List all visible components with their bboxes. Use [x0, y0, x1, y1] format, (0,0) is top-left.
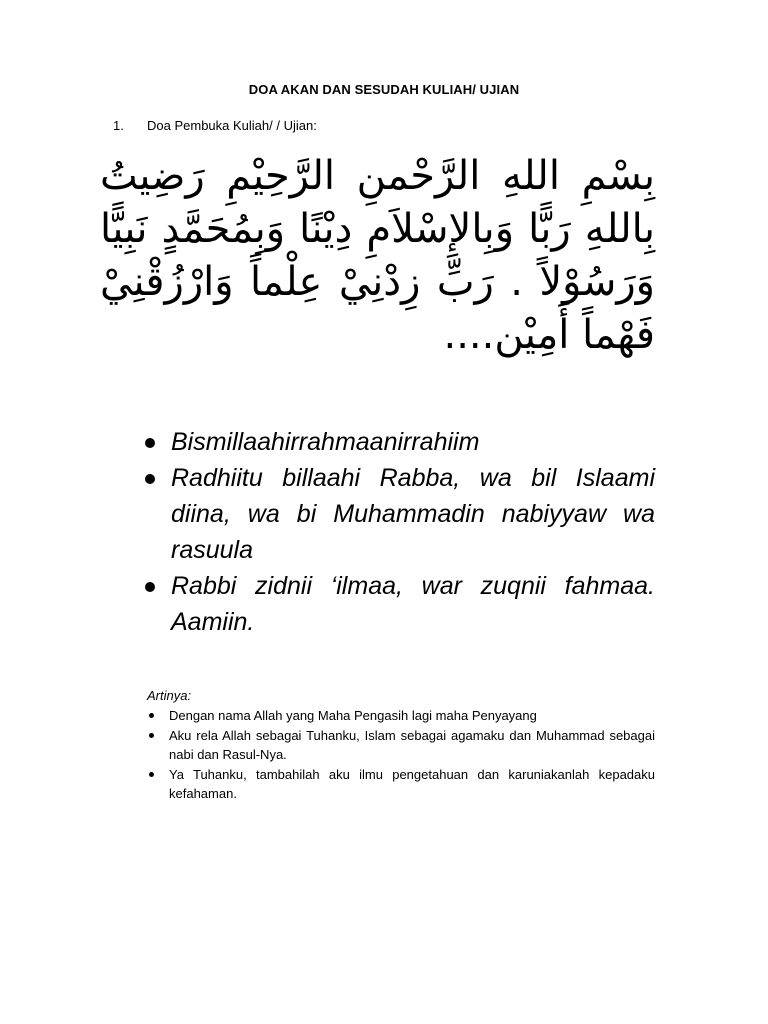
meaning-item	[147, 765, 655, 804]
bullet-icon	[149, 713, 154, 718]
meaning-text: Ya Tuhanku, tambahilah aku ilmu pengetahuan dan karuniakanlah kepadaku kefahaman.	[169, 766, 655, 801]
meaning-item	[147, 706, 655, 726]
section-label: Doa Pembuka Kuliah/ / Ujian:	[147, 118, 317, 133]
page-title: DOA AKAN DAN SESUDAH KULIAH/ UJIAN	[248, 82, 520, 97]
meaning-label: Artinya:	[147, 688, 192, 703]
meaning-text: Dengan nama Allah yang Maha Pengasih lagi maha Penyayang	[169, 708, 537, 723]
transliteration-text: Bismillaahirrahmaanirrahiim	[171, 428, 480, 456]
arabic-prayer-text: بِسْمِ اللهِ الرَّحْمنِ الرَّحِيْمِ رَضِيتُ بِاللهِ رَبًّا وَبِالإِسْلاَمِ دِيْنًا وَبِمُحَمَّدٍ نَبِيًّا وَرَسُوْلاً . رَبِّ زِدْنِيْ عِلْماً وَارْزُقْنِيْ فَهْماً أَمِيْن....	[100, 153, 655, 358]
bullet-icon	[145, 474, 155, 484]
transliteration-item	[145, 424, 655, 460]
transliteration-list	[145, 424, 655, 640]
transliteration-item	[145, 460, 655, 568]
bullet-icon	[149, 772, 154, 777]
bullet-icon	[145, 438, 155, 448]
meaning-item	[147, 726, 655, 765]
transliteration-text: Radhiitu billaahi Rabba, wa bil Islaami diina, wa bi Muhammadin nabiyyaw wa rasuula	[171, 464, 655, 564]
meaning-text: Aku rela Allah sebagai Tuhanku, Islam sebagai agamaku dan Muhammad sebagai nabi dan Rasul-Nya.	[169, 727, 655, 762]
section-number: 1.	[113, 118, 124, 133]
meaning-list	[147, 706, 655, 804]
transliteration-item	[145, 568, 655, 640]
bullet-icon	[149, 733, 154, 738]
bullet-icon	[145, 582, 155, 592]
transliteration-text: Rabbi zidnii ‘ilmaa, war zuqnii fahmaa. Aamiin.	[171, 572, 655, 636]
